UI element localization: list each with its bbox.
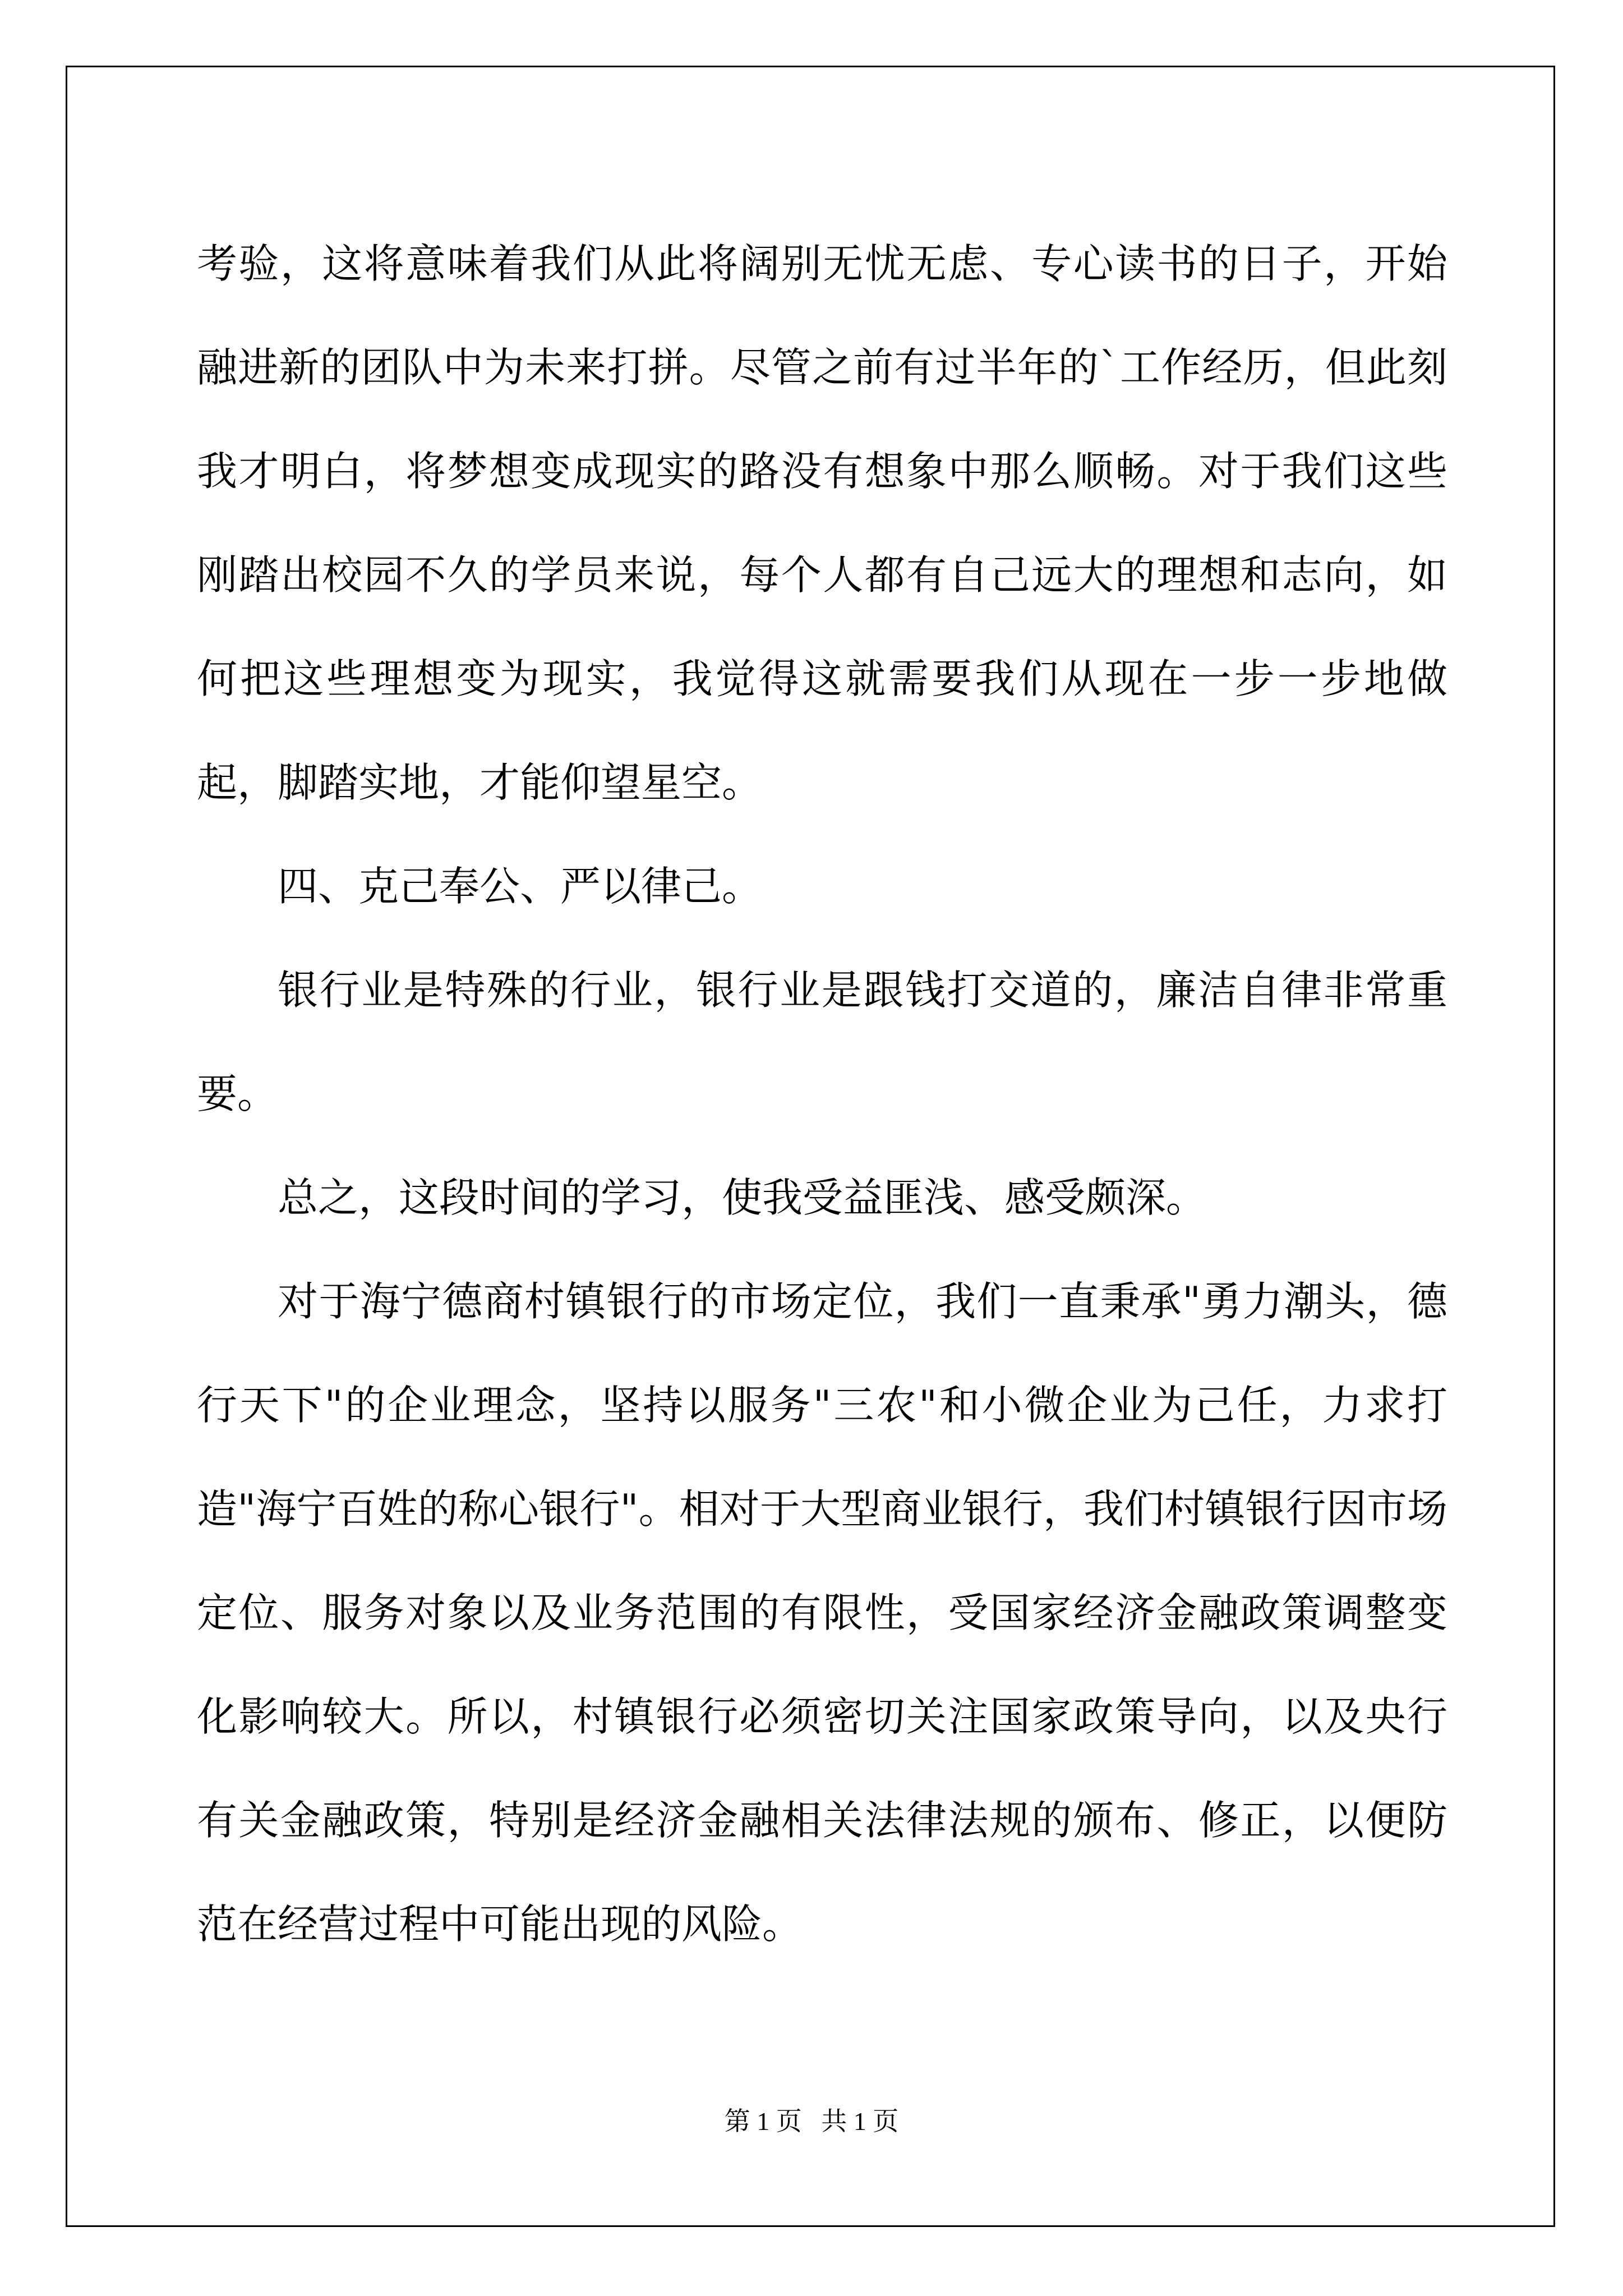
section-heading: 四、克己奉公、严以律己。	[278, 863, 763, 910]
paragraph: 对于海宁德商村镇银行的市场定位，我们一直秉承"勇力潮头，德行天下"的企业理念，坚持以服务"三农"和小微企业为己任，力求打造"海宁百姓的称心银行"。相对于大型商业银行，我们村镇银行因市场定位、服务对象以及业务范围的有限性，受国家经济金融政策调整变化影响较大。所以，村镇银行必须密切关注国家政策导向，以及央行有关金融政策，特别是经济金融相关法律法规的颁布、修正，以便防范在经营过程中可能出现的风险。	[197, 1278, 1447, 1948]
paragraph: 总之，这段时间的学习，使我受益匪浅、感受颇深。	[278, 1174, 1207, 1221]
document-body	[197, 212, 1447, 1976]
paragraph-continuation: 考验，这将意味着我们从此将阔别无忧无虑、专心读书的日子，开始融进新的团队中为未来打拼。尽管之前有过半年的`工作经历，但此刻我才明白，将梦想变成现实的路没有想象中那么顺畅。对于我们这些刚踏出校园不久的学员来说，每个人都有自己远大的理想和志向，如何把这些理想变为现实，我觉得这就需要我们从现在一步一步地做起，脚踏实地，才能仰望星空。	[197, 240, 1447, 806]
paragraph: 银行业是特殊的行业，银行业是跟钱打交道的，廉洁自律非常重要。	[197, 967, 1447, 1117]
page-number-footer: 第 1 页 共 1 页	[724, 2107, 899, 2136]
